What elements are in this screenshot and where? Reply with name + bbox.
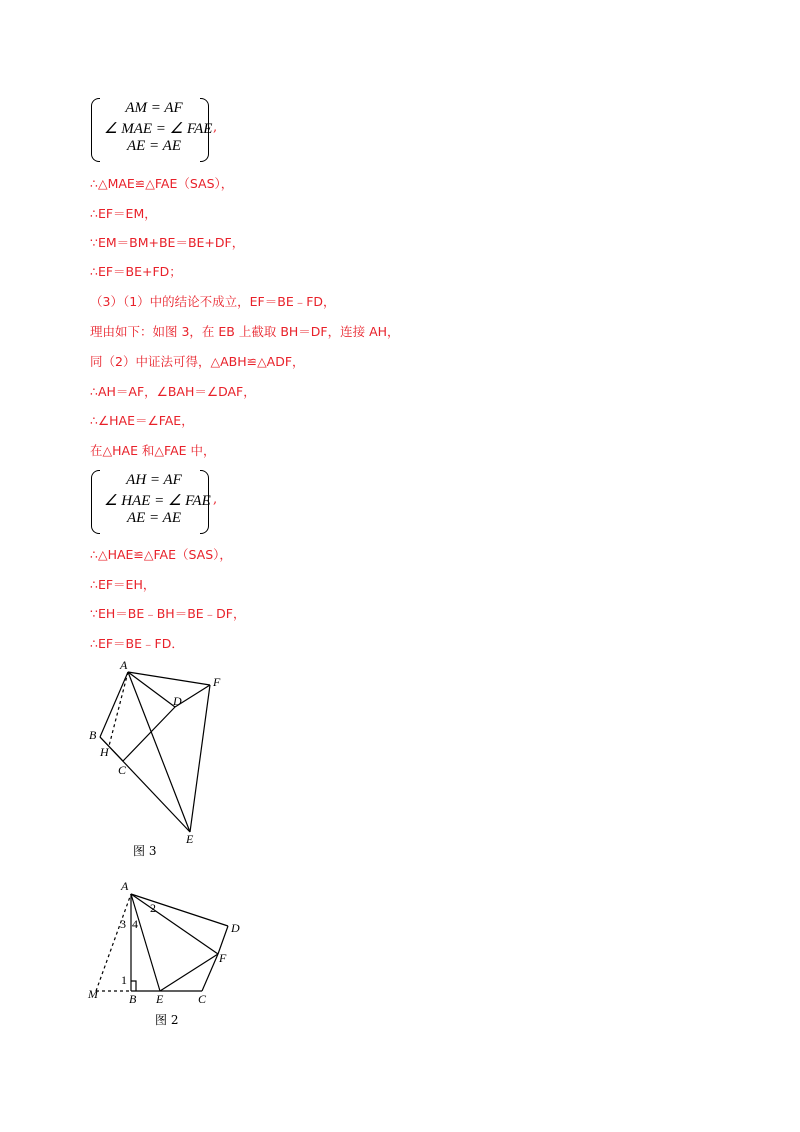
proof-line: ∴AH＝AF，∠BAH＝∠DAF， <box>90 384 256 399</box>
proof-line: （3）（1）中的结论不成立，EF＝BE﹣FD， <box>90 294 336 309</box>
angle-label-4: 4 <box>132 917 138 931</box>
left-brace <box>91 470 100 534</box>
point-label-H: H <box>100 745 109 759</box>
equation-row: AM = AF <box>125 100 183 116</box>
point-label-A: A <box>121 879 129 893</box>
proof-line: 理由如下：如图 3，在 EB 上截取 BH＝DF，连接 AH， <box>90 324 400 339</box>
point-label-D: D <box>173 694 182 708</box>
proof-line: ∴EF＝EM， <box>90 206 157 221</box>
equation-row: AE = AE <box>126 138 181 154</box>
left-brace <box>91 98 100 162</box>
point-label-C: C <box>118 763 127 777</box>
point-label-E: E <box>156 992 164 1006</box>
proof-line: ∴∠HAE＝∠FAE， <box>90 413 194 428</box>
proof-line: ∵EM＝BM+BE＝BE+DF， <box>90 235 245 250</box>
geometry-figure-2 <box>84 876 254 1006</box>
point-label-C: C <box>198 992 207 1006</box>
right-brace <box>200 470 209 534</box>
point-label-M: M <box>88 987 98 1001</box>
point-label-F: F <box>213 675 221 689</box>
point-label-A: A <box>120 658 128 672</box>
figure-2-caption: 图 2 <box>155 1013 179 1027</box>
equation-row: AE = AE <box>126 510 181 526</box>
angle-label-2: 2 <box>150 901 156 915</box>
proof-line: ∴EF＝EH， <box>90 577 156 592</box>
equation-system-1 <box>88 98 258 160</box>
equation-row: ∠ MAE = ∠ FAE <box>104 121 213 137</box>
equation-row: ∠ HAE = ∠ FAE <box>104 493 211 509</box>
equation-tail: , <box>213 492 218 507</box>
angle-label-3: 3 <box>120 917 126 931</box>
point-label-B: B <box>89 728 97 742</box>
proof-line: ∴△MAE≌△FAE（SAS）， <box>90 176 234 191</box>
equation-row: AH = AF <box>126 472 182 488</box>
point-label-F: F <box>219 951 227 965</box>
geometry-figure-3 <box>80 655 250 845</box>
point-label-E: E <box>186 832 194 845</box>
figure-3-caption: 图 3 <box>133 844 157 858</box>
equation-system-2 <box>88 470 258 532</box>
point-label-B: B <box>129 992 137 1006</box>
right-brace <box>200 98 209 162</box>
proof-line: 在△HAE 和△FAE 中， <box>90 443 216 458</box>
proof-line: ∴EF＝BE﹣FD． <box>90 636 184 651</box>
angle-label-1: 1 <box>121 973 127 987</box>
proof-line: 同（2）中证法可得，△ABH≌△ADF， <box>90 354 305 369</box>
equation-tail: , <box>213 120 218 135</box>
point-label-D: D <box>231 921 240 935</box>
proof-line: ∵EH＝BE﹣BH＝BE﹣DF， <box>90 606 246 621</box>
proof-line: ∴EF＝BE+FD； <box>90 264 182 279</box>
proof-line: ∴△HAE≌△FAE（SAS）， <box>90 547 232 562</box>
